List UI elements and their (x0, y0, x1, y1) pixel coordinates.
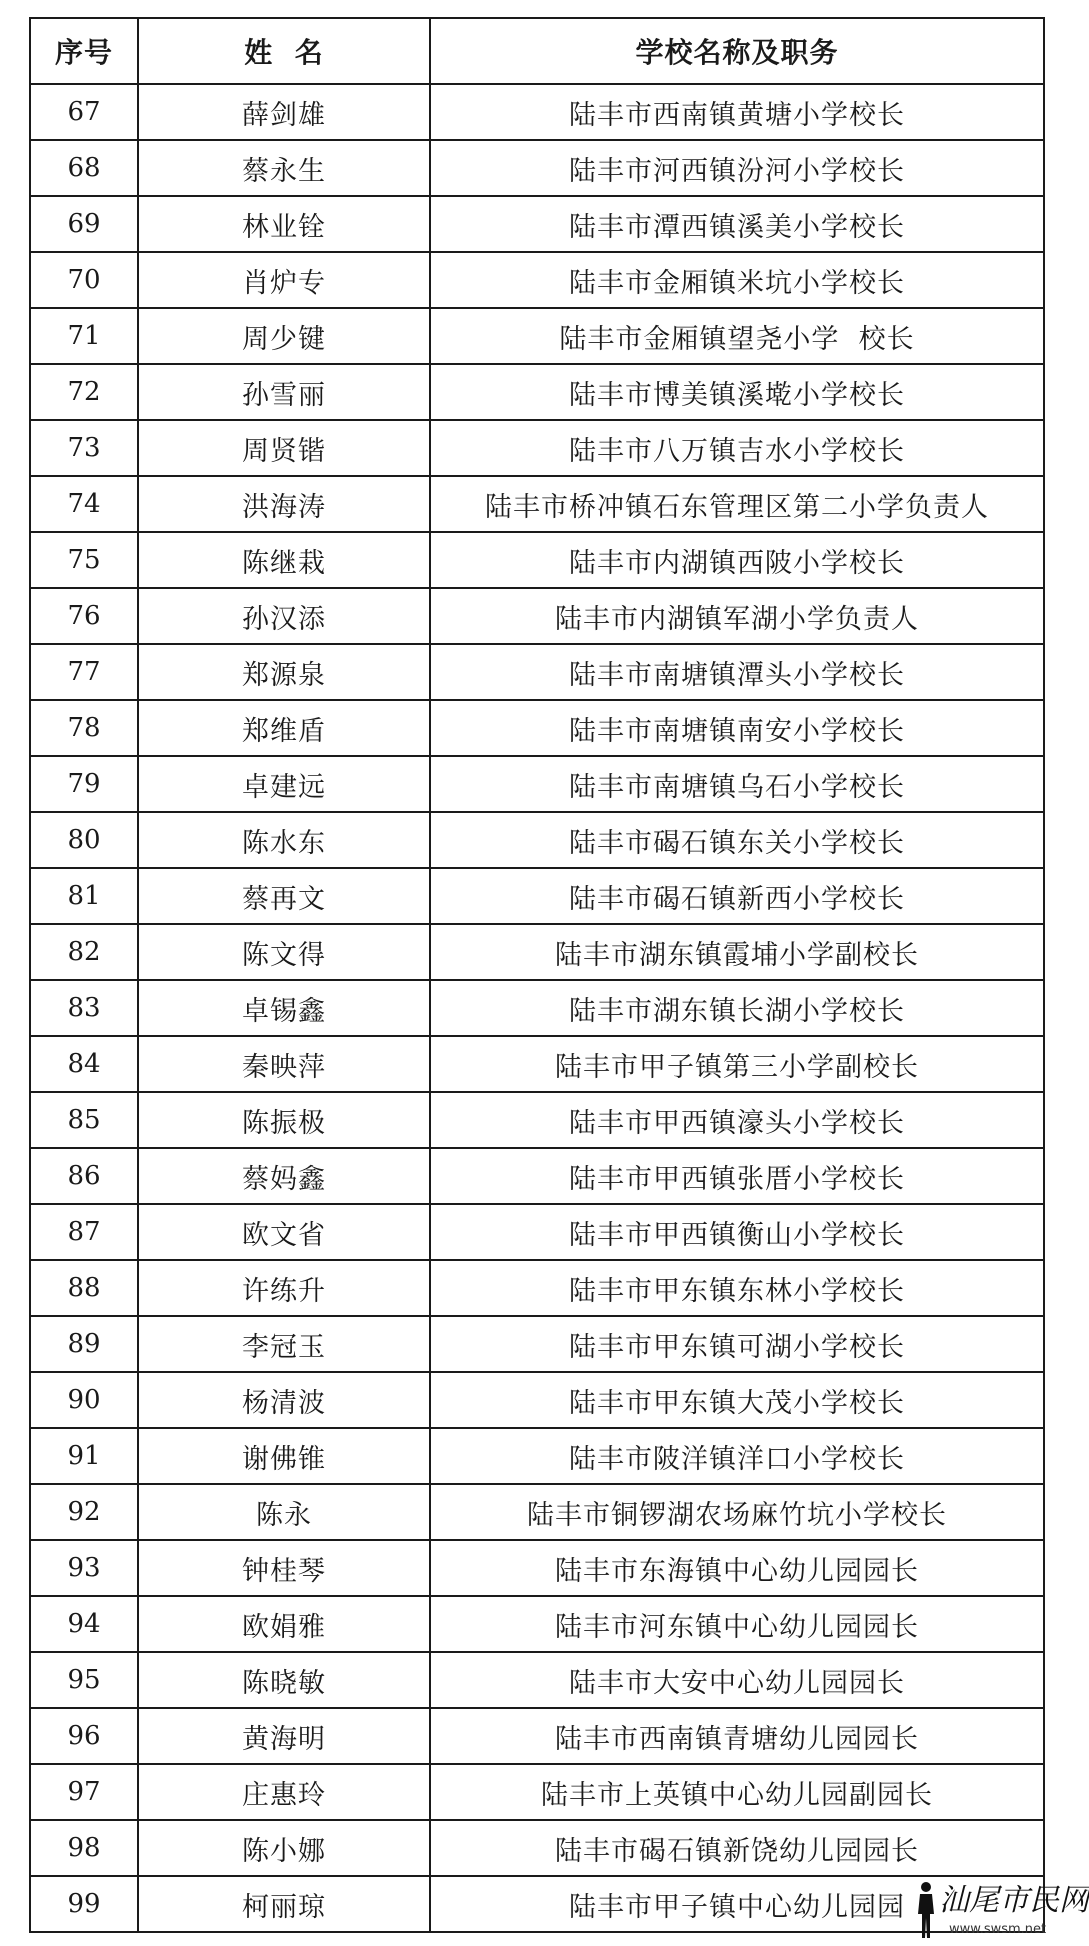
row-school: 陆丰市西南镇青塘幼儿园园长 (430, 1708, 1044, 1764)
table-row (30, 1876, 1044, 1932)
row-school: 陆丰市南塘镇南安小学校长 (430, 700, 1044, 756)
row-name: 卓建远 (138, 756, 430, 812)
row-number: 80 (30, 812, 138, 868)
table-row (30, 140, 1044, 196)
table-row (30, 924, 1044, 980)
row-school: 陆丰市东海镇中心幼儿园园长 (430, 1540, 1044, 1596)
table-row (30, 812, 1044, 868)
row-number: 88 (30, 1260, 138, 1316)
row-name: 蔡再文 (138, 868, 430, 924)
row-school: 陆丰市甲东镇东林小学校长 (430, 1260, 1044, 1316)
row-name: 钟桂琴 (138, 1540, 430, 1596)
row-number: 72 (30, 364, 138, 420)
table-row (30, 1316, 1044, 1372)
row-name: 陈振极 (138, 1092, 430, 1148)
row-number: 74 (30, 476, 138, 532)
row-name: 陈继栽 (138, 532, 430, 588)
row-number: 96 (30, 1708, 138, 1764)
row-name: 周少键 (138, 308, 430, 364)
row-number: 69 (30, 196, 138, 252)
row-number: 98 (30, 1820, 138, 1876)
row-name: 孙汉添 (138, 588, 430, 644)
row-school: 陆丰市上英镇中心幼儿园副园长 (430, 1764, 1044, 1820)
person-figure-icon (915, 1880, 937, 1940)
row-name: 洪海涛 (138, 476, 430, 532)
row-number: 81 (30, 868, 138, 924)
row-school: 陆丰市金厢镇望尧小学 校长 (430, 308, 1044, 364)
row-school: 陆丰市甲子镇第三小学副校长 (430, 1036, 1044, 1092)
row-number: 83 (30, 980, 138, 1036)
row-number: 82 (30, 924, 138, 980)
row-school: 陆丰市内湖镇军湖小学负责人 (430, 588, 1044, 644)
table-body (30, 84, 1044, 1932)
row-name: 薛剑雄 (138, 84, 430, 140)
row-number: 99 (30, 1876, 138, 1932)
row-name: 陈水东 (138, 812, 430, 868)
header-name: 姓 名 (138, 18, 430, 84)
table-row (30, 476, 1044, 532)
row-number: 73 (30, 420, 138, 476)
row-number: 78 (30, 700, 138, 756)
row-school: 陆丰市湖东镇霞埔小学副校长 (430, 924, 1044, 980)
row-school: 陆丰市甲西镇张厝小学校长 (430, 1148, 1044, 1204)
table-row (30, 1820, 1044, 1876)
row-number: 89 (30, 1316, 138, 1372)
row-name: 孙雪丽 (138, 364, 430, 420)
row-school: 陆丰市内湖镇西陂小学校长 (430, 532, 1044, 588)
row-school: 陆丰市甲子镇中心幼儿园园 (430, 1876, 1044, 1932)
row-name: 蔡永生 (138, 140, 430, 196)
table-row (30, 308, 1044, 364)
table-row (30, 1204, 1044, 1260)
row-name: 欧娟雅 (138, 1596, 430, 1652)
row-name: 郑源泉 (138, 644, 430, 700)
row-school: 陆丰市甲西镇衡山小学校长 (430, 1204, 1044, 1260)
row-school: 陆丰市碣石镇新饶幼儿园园长 (430, 1820, 1044, 1876)
table-row (30, 1260, 1044, 1316)
row-name: 肖炉专 (138, 252, 430, 308)
row-name: 陈永 (138, 1484, 430, 1540)
table-row (30, 1596, 1044, 1652)
row-number: 75 (30, 532, 138, 588)
table-row (30, 700, 1044, 756)
header-number: 序号 (30, 18, 138, 84)
row-number: 92 (30, 1484, 138, 1540)
row-school: 陆丰市南塘镇乌石小学校长 (430, 756, 1044, 812)
table-row (30, 1036, 1044, 1092)
watermark-title: 汕尾市民网 (939, 1883, 1089, 1918)
row-number: 71 (30, 308, 138, 364)
table-row (30, 868, 1044, 924)
watermark-logo (909, 1876, 1089, 1944)
row-name: 黄海明 (138, 1708, 430, 1764)
watermark-url: www.swsm.net (949, 1922, 1047, 1937)
row-school: 陆丰市南塘镇潭头小学校长 (430, 644, 1044, 700)
row-school: 陆丰市河东镇中心幼儿园园长 (430, 1596, 1044, 1652)
row-name: 秦映萍 (138, 1036, 430, 1092)
row-name: 周贤锴 (138, 420, 430, 476)
table-row (30, 1652, 1044, 1708)
table-row (30, 420, 1044, 476)
row-name: 许练升 (138, 1260, 430, 1316)
table-row (30, 1148, 1044, 1204)
row-name: 李冠玉 (138, 1316, 430, 1372)
row-name: 陈小娜 (138, 1820, 430, 1876)
row-number: 93 (30, 1540, 138, 1596)
row-school: 陆丰市金厢镇米坑小学校长 (430, 252, 1044, 308)
row-name: 卓锡鑫 (138, 980, 430, 1036)
table-row (30, 1428, 1044, 1484)
row-school: 陆丰市甲东镇可湖小学校长 (430, 1316, 1044, 1372)
table-row (30, 252, 1044, 308)
row-name: 陈文得 (138, 924, 430, 980)
table-row (30, 1484, 1044, 1540)
row-school: 陆丰市湖东镇长湖小学校长 (430, 980, 1044, 1036)
row-school: 陆丰市铜锣湖农场麻竹坑小学校长 (430, 1484, 1044, 1540)
table-row (30, 644, 1044, 700)
table-row (30, 1092, 1044, 1148)
row-school: 陆丰市碣石镇新西小学校长 (430, 868, 1044, 924)
row-number: 97 (30, 1764, 138, 1820)
row-number: 79 (30, 756, 138, 812)
row-school: 陆丰市河西镇汾河小学校长 (430, 140, 1044, 196)
row-school: 陆丰市甲东镇大茂小学校长 (430, 1372, 1044, 1428)
row-number: 87 (30, 1204, 138, 1260)
row-number: 67 (30, 84, 138, 140)
row-name: 谢佛锥 (138, 1428, 430, 1484)
row-name: 庄惠玲 (138, 1764, 430, 1820)
table-row (30, 532, 1044, 588)
row-school: 陆丰市博美镇溪墘小学校长 (430, 364, 1044, 420)
row-name: 柯丽琼 (138, 1876, 430, 1932)
table-row (30, 588, 1044, 644)
table-row (30, 980, 1044, 1036)
table-header-row (30, 18, 1044, 84)
table-row (30, 84, 1044, 140)
table-row (30, 1372, 1044, 1428)
row-school: 陆丰市八万镇吉水小学校长 (430, 420, 1044, 476)
table-row (30, 1540, 1044, 1596)
row-number: 84 (30, 1036, 138, 1092)
table-row (30, 1764, 1044, 1820)
table-row (30, 756, 1044, 812)
row-school: 陆丰市陂洋镇洋口小学校长 (430, 1428, 1044, 1484)
row-number: 77 (30, 644, 138, 700)
row-name: 杨清波 (138, 1372, 430, 1428)
row-name: 郑维盾 (138, 700, 430, 756)
row-school: 陆丰市大安中心幼儿园园长 (430, 1652, 1044, 1708)
staff-table (29, 17, 1045, 1933)
row-name: 林业铨 (138, 196, 430, 252)
table-row (30, 196, 1044, 252)
row-school: 陆丰市西南镇黄塘小学校长 (430, 84, 1044, 140)
row-number: 95 (30, 1652, 138, 1708)
row-school: 陆丰市潭西镇溪美小学校长 (430, 196, 1044, 252)
header-school: 学校名称及职务 (430, 18, 1044, 84)
row-name: 蔡妈鑫 (138, 1148, 430, 1204)
row-number: 91 (30, 1428, 138, 1484)
row-number: 70 (30, 252, 138, 308)
row-number: 76 (30, 588, 138, 644)
row-number: 86 (30, 1148, 138, 1204)
row-number: 90 (30, 1372, 138, 1428)
row-name: 欧文省 (138, 1204, 430, 1260)
row-number: 68 (30, 140, 138, 196)
table-row (30, 1708, 1044, 1764)
row-school: 陆丰市碣石镇东关小学校长 (430, 812, 1044, 868)
row-number: 85 (30, 1092, 138, 1148)
table-row (30, 364, 1044, 420)
row-school: 陆丰市甲西镇濠头小学校长 (430, 1092, 1044, 1148)
row-school: 陆丰市桥冲镇石东管理区第二小学负责人 (430, 476, 1044, 532)
row-number: 94 (30, 1596, 138, 1652)
row-name: 陈晓敏 (138, 1652, 430, 1708)
